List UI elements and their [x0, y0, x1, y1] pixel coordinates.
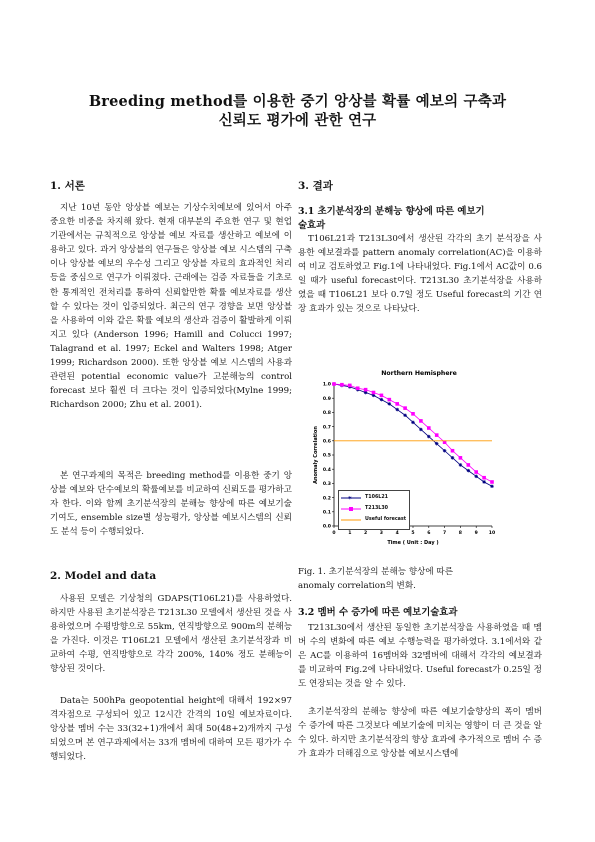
section-2-heading: 2. Model and data	[50, 570, 157, 582]
y-tick-label: 0.2	[322, 496, 331, 502]
y-tick-label: 0.7	[322, 425, 331, 431]
data-point-t213	[332, 382, 336, 386]
data-point-t213	[403, 406, 407, 410]
y-tick-label: 0.4	[322, 467, 331, 473]
subsection-3-2-heading: 3.2 멤버 수 증가에 따른 예보기술효과	[298, 607, 458, 618]
data-point-t106	[380, 398, 384, 402]
data-point-t106	[490, 484, 494, 488]
figure-1-caption-line-2: anomaly correlation의 변화.	[298, 581, 416, 591]
y-tick-label: 0.1	[322, 510, 331, 516]
data-point-t106	[459, 463, 463, 467]
x-tick-label: 10	[488, 531, 496, 536]
data-point-t213	[419, 419, 423, 423]
data-point-t213	[482, 476, 486, 480]
section-2-paragraph-1: 사용된 모델은 기상청의 GDAPS(T106L21)를 사용하였다. 하지만 사용된 초기분석장은 T213L30 모델에서 생산된 것을 사용하였으며 수평방향으로 55km, 연직방향으로 900m의 분해능을 가진다. 이것은 T106L21 모델에서 생산된 초기분석장과 비교하여 수평, 연직방향으로 각각 200%, 140% 정도 분해능이 향상된 것이다.	[50, 594, 292, 675]
data-point-t213	[474, 470, 478, 474]
chart-legend	[338, 490, 410, 530]
x-tick-label: 0	[332, 531, 336, 536]
svg-text:*: *	[348, 495, 352, 501]
series-line-t213	[334, 384, 492, 482]
legend-symbol-useful	[341, 517, 361, 523]
chart-title: Northern Hemisphere	[381, 370, 457, 377]
y-tick-label: 0.0	[322, 524, 331, 530]
legend-symbol-t213	[341, 506, 361, 512]
x-tick-label: 3	[379, 531, 384, 536]
data-point-t106	[427, 435, 431, 439]
subsection-3-1-paragraph: T106L21과 T213L30에서 생산된 각각의 초기 분석장을 사용한 예보결과를 pattern anomaly correlation(AC)을 이용하여 비교 검토하였고 Fig.1에 나타내었다. Fig.1에서 AC값이 0.6일 때가 useful forecast이다. T213L30 초기분석장을 사용하였을 때 T106L21 보다 0.7일 정도 Useful forecast의 기간 연장 효과가 있는 것으로 나타났다.	[298, 234, 542, 315]
y-tick-label: 1.0	[322, 382, 331, 388]
data-point-t213	[427, 426, 431, 430]
y-tick-label: 0.9	[322, 396, 331, 402]
paper-title-line-2: 신뢰도 평가에 관한 연구	[218, 112, 377, 129]
x-tick-label: 2	[363, 531, 368, 536]
y-tick-label: 0.3	[322, 482, 331, 488]
subsection-3-1-heading	[298, 205, 542, 233]
x-tick-label: 5	[411, 531, 415, 536]
y-tick-label: 0.5	[322, 453, 331, 459]
data-point-t106	[403, 413, 407, 417]
subsection-3-1-heading-line-1: 3.1 초기분석장의 분해능 향상에 따른 예보기	[298, 206, 485, 217]
data-point-t213	[348, 384, 352, 388]
section-1-paragraph-1: 지난 10년 동안 앙상블 예보는 기상수치예보에 있어서 아주 중요한 비중을 차지해 왔다. 현재 대부분의 주요한 연구 및 현업기관에서는 규칙적으로 앙상블 예보 자료를 생산하고 예보에 이용하고 있다. 과거 앙상블의 연구들은 앙상블 예보 시스템의 구축이나 앙상블 예보의 우수성 그리고 앙상블 자료의 효과적인 처리 등을 중심으로 연구가 이뤄졌다. 근래에는 검증 자료들을 기초로 한 통계적인 전처리를 통하여 신뢰할만한 확률 예보자료를 생산할 수 있다는 것이 입증되었다. 최근의 연구 경향을 보면 앙상블을 사용하여 이와 같은 확률 예보의 생산과 검증이 활발하게 이뤄지고 있다 (Anderson 1996; Hamill and Colucci 1997; Talagrand et al. 1997; Eckel and Walters 1998; Atger 1999; Richardson 2000). 또한 앙상블 예보 시스템의 사용과 관련된 potential economic value가 고분해능의 control forecast 보다 훨씬 더 크다는 것이 입증되었다(Mylne 1999; Richardson 2000; Zhu et al. 2001).	[50, 203, 292, 411]
data-point-t106	[451, 456, 455, 460]
data-point-t213	[459, 456, 463, 460]
data-point-t106	[388, 402, 392, 406]
subsection-3-2-paragraph-2: 초기분석장의 분해능 향상에 따른 예보기술향상의 폭이 멤버 수 증가에 따른 그것보다 예보기술에 미치는 영향이 더 큰 것을 알 수 있다. 하지만 초기분석장의 향상 효과에 추가적으로 멤버 수 증가 효과가 더해짐으로 앙상블 예보시스템에	[298, 707, 542, 760]
y-tick-label: 0.8	[322, 411, 331, 417]
x-axis-label: Time ( Unit : Day )	[387, 540, 439, 546]
legend-label-useful: Useful forecast	[365, 517, 407, 522]
figure-1-caption	[298, 565, 542, 593]
x-tick-label: 4	[395, 531, 399, 536]
data-point-t106	[435, 442, 439, 446]
data-point-t213	[340, 383, 344, 387]
y-tick-label: 0.6	[322, 439, 331, 445]
data-point-t213	[411, 412, 415, 416]
data-point-t213	[467, 463, 471, 467]
data-point-t213	[372, 391, 376, 395]
data-point-t213	[490, 480, 494, 484]
section-1-heading: 1. 서론	[50, 180, 85, 192]
section-1-paragraph-2: 본 연구과제의 목적은 breeding method를 이용한 중기 앙상블 예보와 단수예보의 확률예보를 비교하여 신뢰도를 평가하고자 한다. 이와 함께 초기분석장의 분해능 향상에 따른 예보기술 기여도, ensemble size별 성능평가, 앙상블 예보시스템의 신뢰도 분석 등이 수행되었다.	[50, 471, 292, 538]
x-tick-label: 8	[458, 531, 463, 536]
data-point-t213	[356, 386, 360, 390]
data-point-t106	[411, 421, 415, 425]
data-point-t106	[474, 475, 478, 479]
data-point-t213	[435, 433, 439, 437]
data-point-t106	[443, 449, 447, 453]
legend-symbol-t106	[341, 495, 361, 501]
subsection-3-2-paragraph-1: T213L30에서 생산된 동일한 초기분석장을 사용하였을 때 멤버 수의 변화에 따른 예보 수행능력을 평가하였다. 3.1에서와 같은 AC를 이용하여 16멤버와 32멤버에 대해서 각각의 예보결과를 비교하여 Fig.2에 나타내었다. Useful forecast가 0.25일 정도 연장되는 것을 알 수 있다.	[298, 623, 542, 690]
data-point-t106	[482, 480, 486, 484]
figure-1	[312, 368, 510, 556]
x-tick-label: 1	[348, 531, 352, 536]
x-tick-label: 9	[474, 531, 478, 536]
legend-label-t213: T213L30	[365, 506, 389, 511]
paper-title-line-1: Breeding method를 이용한 중기 앙상블 확률 예보의 구축과	[88, 93, 507, 110]
data-point-t213	[364, 388, 368, 392]
legend-label-t106: T106L21	[365, 495, 389, 500]
subsection-3-1-heading-line-2: 술효과	[298, 220, 326, 231]
data-point-t106	[395, 408, 399, 412]
section-2-paragraph-2: Data는 500hPa geopotential height에 대해서 192×97 격자점으로 구성되어 있고 12시간 간격의 10일 예보자료이다. 앙상블 멤버 수는 33(32+1)개에서 최대 50(48+2)개까지 구성되었으며 본 연구과제에서는 33개 멤버에 대하여 모든 평가가 수행되었다.	[50, 696, 292, 763]
x-tick-label: 6	[427, 531, 431, 536]
data-point-t106	[419, 428, 423, 432]
y-axis-label: Anomaly Correlation	[313, 426, 319, 484]
data-point-t213	[380, 394, 384, 398]
data-point-t213	[395, 402, 399, 406]
data-point-t213	[388, 398, 392, 402]
section-3-heading: 3. 결과	[298, 180, 333, 192]
x-tick-label: 7	[442, 531, 447, 536]
figure-1-caption-line-1: Fig. 1. 초기분석장의 분해능 향상에 따른	[298, 567, 454, 577]
data-point-t213	[451, 449, 455, 453]
data-point-t106	[467, 469, 471, 473]
